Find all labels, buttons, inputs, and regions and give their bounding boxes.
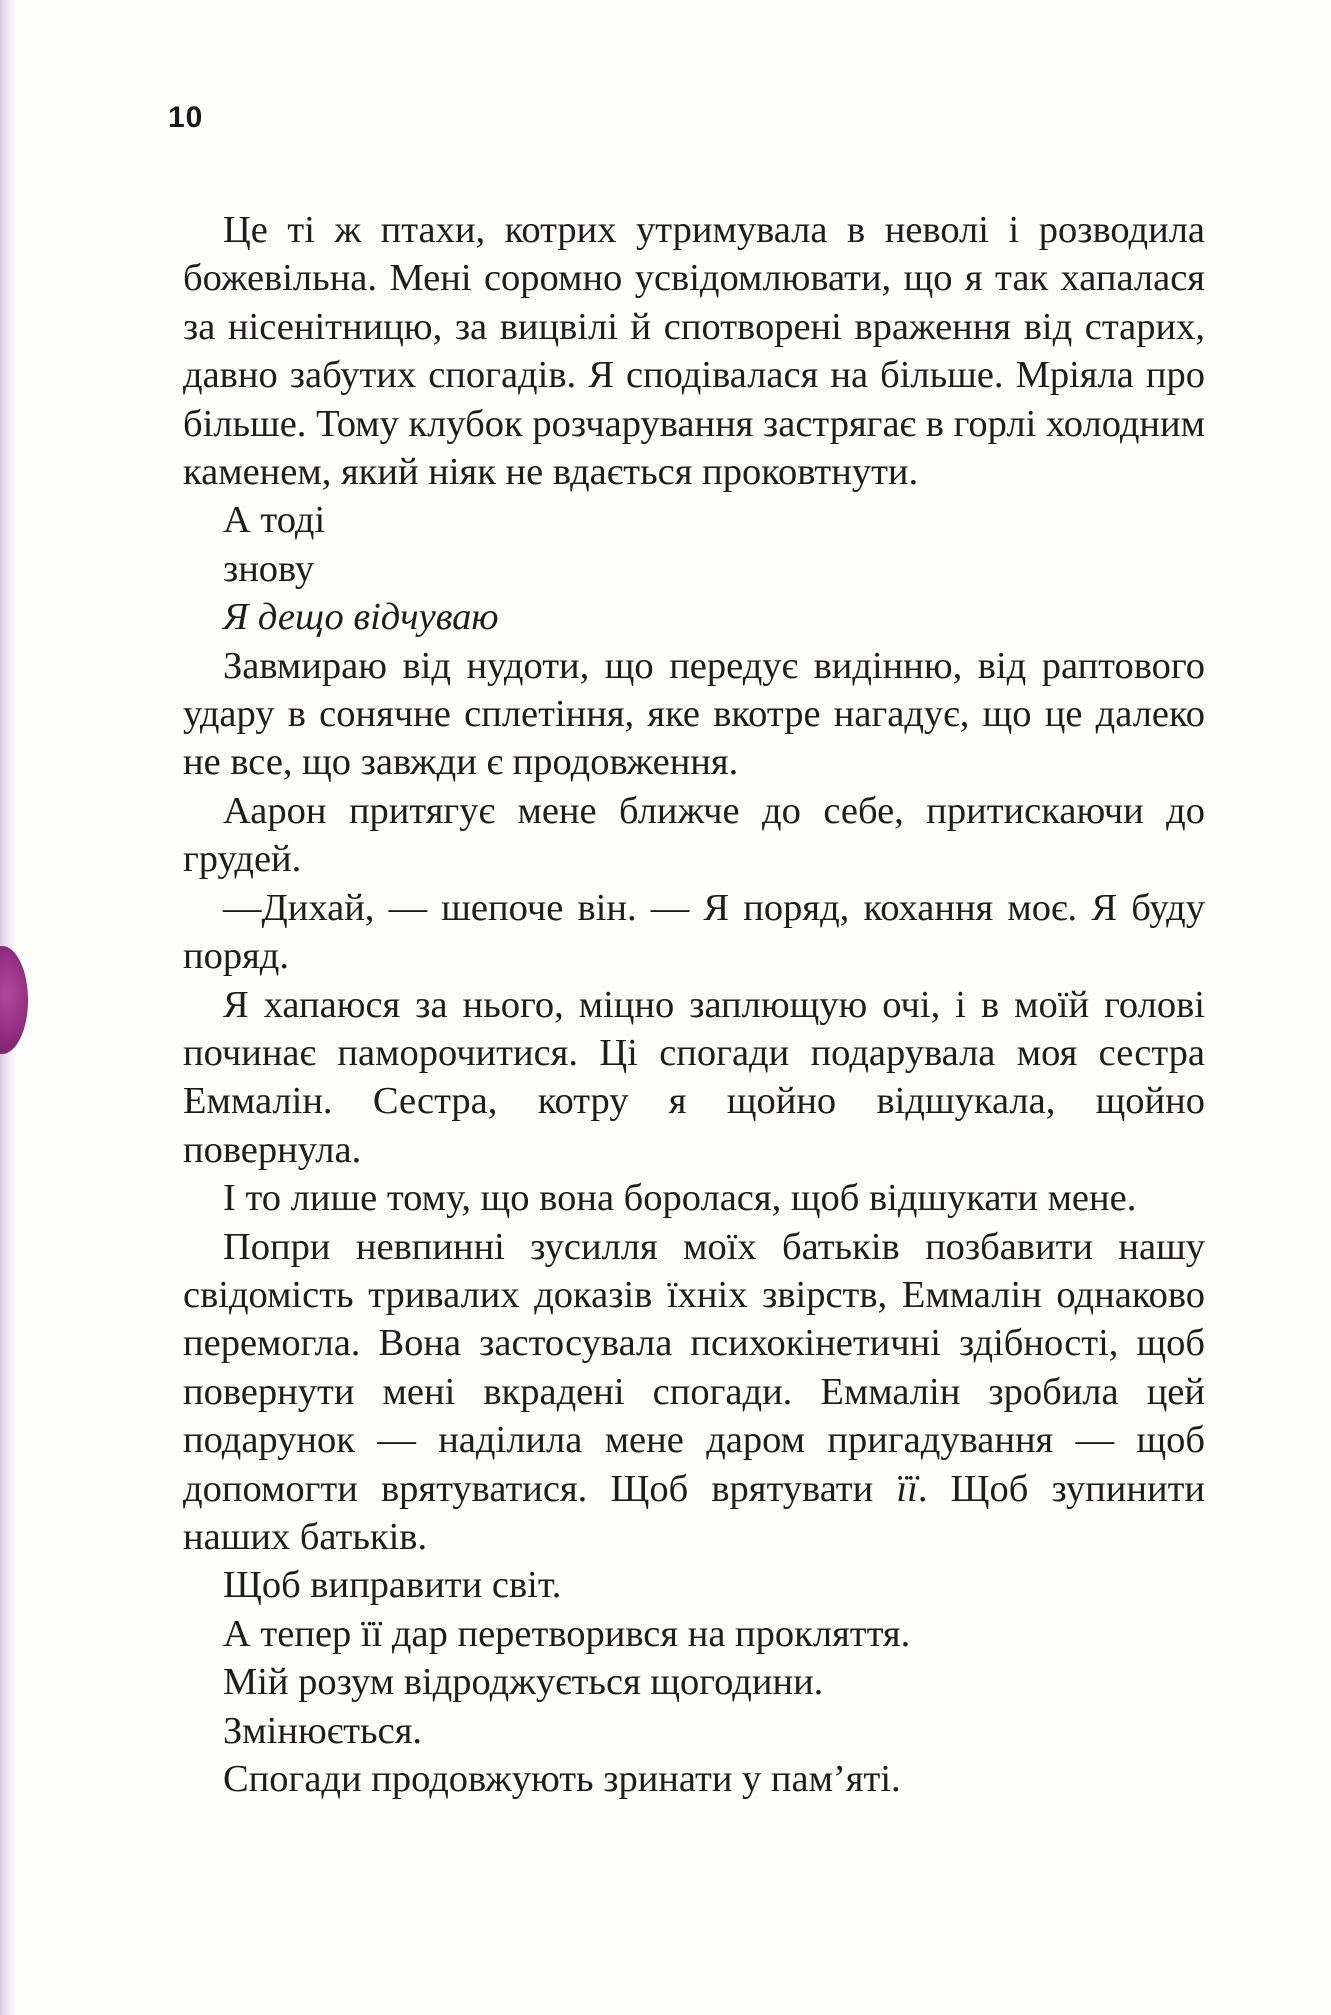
bookmark-tab [0,946,28,1054]
paragraph-10-part-1: Попри невпинні зусилля моїх батьків позбавити нашу свідомість тривалих доказів їхніх звірств, Еммалін однаково перемогла. Вона застосувала психокінетичні здібності, щоб повернути мені вкрадені спогади. Еммалін зробила цей подарунок — наділила мене даром пригадування — щоб допомогти врятуватися. Щоб врятувати [183,1225,1205,1510]
paragraph-9: І то лише тому, що вона боролася, щоб відшукати мене. [223,1177,1137,1220]
page-text [183,206,1205,1803]
paragraph-2: А тоді [223,499,326,542]
paragraph-14: Змінюється. [223,1709,423,1752]
paragraph-3: знову [223,547,315,590]
paragraph-7-dialogue: —Дихай, — шепоче він. — Я поряд, кохання моє. Я буду поряд. [183,886,1205,978]
paragraph-10-emphasis: її [896,1467,918,1510]
paragraph-15: Спогади продовжують зринати у пам’яті. [223,1758,901,1800]
paragraph-6: Аарон притягує мене ближче до себе, притискаючи до грудей. [183,789,1205,881]
paragraph-12: А тепер її дар перетворився на прокляття. [223,1612,911,1655]
paragraph-5: Завмираю від нудоти, що передує видінню, від раптового удару в сонячне сплетіння, яке вкотре нагадує, що це далеко не все, що завжди є продовження. [183,644,1205,784]
paragraph-13: Мій розум відроджується щогодини. [223,1661,824,1704]
paragraph-8: Я хапаюся за нього, міцно заплющую очі, і в моїй голові починає паморочитися. Ці спогади подарувала моя сестра Еммалін. Сестра, котру я щойно відшукала, щойно повернула. [183,983,1205,1171]
paragraph-11: Щоб виправити світ. [223,1564,562,1607]
paragraph-1: Це ті ж птахи, котрих утримувала в неволі і розводила божевільна. Мені соромно усвідомлювати, що я так хапалася за нісенітницю, за вицвілі й спотворені враження від старих, давно забутих спогадів. Я сподівалася на більше. Мріяла про більше. Тому клубок розчарування застрягає в горлі холодним каменем, який ніяк не вдається проковтнути. [183,209,1205,494]
paragraph-10-part-2: . Щоб зупинити наших батьків. [183,1467,1205,1558]
paragraph-4-italic: Я дещо відчуваю [223,596,499,639]
paragraph-10 [183,1223,1205,1562]
page-number: 10 [168,101,204,134]
